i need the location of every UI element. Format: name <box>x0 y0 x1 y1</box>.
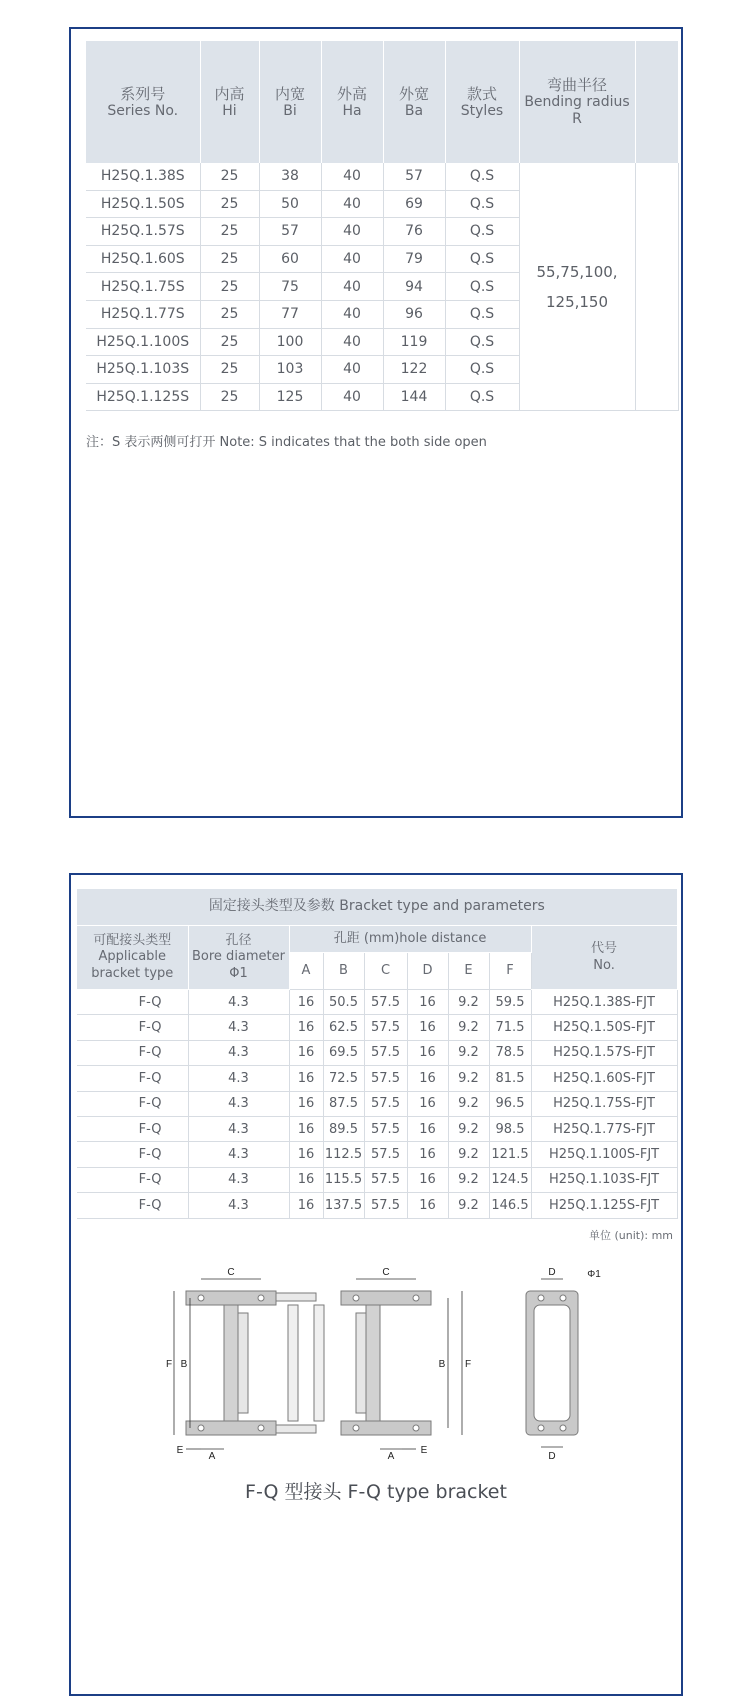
cell-f: 98.5 <box>489 1116 531 1141</box>
cell-code: H25Q.1.57S-FJT <box>531 1040 677 1065</box>
table-note: 注：S 表示两侧可打开 Note: S indicates that the both side open <box>86 435 487 450</box>
cell-code: H25Q.1.77S-FJT <box>531 1116 677 1141</box>
cell-type: F-Q <box>77 990 188 1015</box>
end-view-drawing <box>526 1291 578 1435</box>
cell-b: 112.5 <box>323 1142 364 1167</box>
cell-c: 57.5 <box>364 1015 407 1040</box>
dim-label-d-top: D <box>548 1267 556 1278</box>
cell-b: 87.5 <box>323 1091 364 1116</box>
cell-bi: 75 <box>259 273 321 301</box>
cell-d: 16 <box>407 1066 448 1091</box>
cell-ha: 40 <box>321 163 383 190</box>
bracket-table-title: 固定接头类型及参数 Bracket type and parameters <box>77 889 677 926</box>
cell-type: F-Q <box>77 1116 188 1141</box>
table-row <box>77 1193 677 1218</box>
cell-b: 115.5 <box>323 1167 364 1192</box>
cell-d: 16 <box>407 990 448 1015</box>
cell-bore: 4.3 <box>188 1091 289 1116</box>
cell-a: 16 <box>289 1091 323 1116</box>
cell-f: 81.5 <box>489 1066 531 1091</box>
spec-table <box>86 41 679 411</box>
cell-d: 16 <box>407 1193 448 1218</box>
dim-label-b-right: B <box>438 1359 446 1370</box>
cell-d: 16 <box>407 1142 448 1167</box>
cell-a: 16 <box>289 1167 323 1192</box>
dim-label-a-right: A <box>387 1451 395 1462</box>
dim-label-f-right: F <box>464 1359 472 1370</box>
cell-code: H25Q.1.125S-FJT <box>531 1193 677 1218</box>
cell-ha: 40 <box>321 190 383 218</box>
cell-e: 9.2 <box>448 1040 489 1065</box>
cell-type: F-Q <box>77 1040 188 1065</box>
cell-ba: 94 <box>383 273 445 301</box>
cell-f: 121.5 <box>489 1142 531 1167</box>
header-series: 系列号 Series No. <box>86 41 200 163</box>
cell-bore: 4.3 <box>188 1142 289 1167</box>
dim-label-e-right: E <box>420 1445 428 1456</box>
dim-label-b-left: B <box>180 1359 188 1370</box>
cell-hi: 25 <box>200 163 259 190</box>
cell-b: 62.5 <box>323 1015 364 1040</box>
cell-bore: 4.3 <box>188 1193 289 1218</box>
cell-f: 78.5 <box>489 1040 531 1065</box>
header-bending-radius: 弯曲半径 Bending radius R <box>519 41 635 163</box>
cell-ha: 40 <box>321 356 383 384</box>
table-row <box>77 1167 677 1192</box>
cell-style: Q.S <box>445 356 519 384</box>
cell-c: 57.5 <box>364 990 407 1015</box>
cell-series: H25Q.1.103S <box>86 356 200 384</box>
dim-label-d-bottom: D <box>548 1451 556 1462</box>
cell-e: 9.2 <box>448 1142 489 1167</box>
cell-bi: 57 <box>259 218 321 246</box>
cell-b: 89.5 <box>323 1116 364 1141</box>
header-bracket-type: 可配接头类型 Applicable bracket type <box>77 926 188 990</box>
table-row <box>77 1116 677 1141</box>
bending-radius-line2: 125,150 <box>545 292 609 311</box>
cell-style: Q.S <box>445 273 519 301</box>
cell-bore: 4.3 <box>188 1167 289 1192</box>
cell-a: 16 <box>289 1116 323 1141</box>
fq-bracket-diagram <box>166 1263 636 1463</box>
cell-blank <box>635 163 678 411</box>
cell-f: 71.5 <box>489 1015 531 1040</box>
cell-hi: 25 <box>200 218 259 246</box>
cell-bore: 4.3 <box>188 1066 289 1091</box>
cell-style: Q.S <box>445 245 519 273</box>
dim-label-a-left: A <box>208 1451 216 1462</box>
cell-bi: 100 <box>259 328 321 356</box>
cell-hi: 25 <box>200 356 259 384</box>
cell-e: 9.2 <box>448 1015 489 1040</box>
cell-b: 137.5 <box>323 1193 364 1218</box>
diagram-caption: F-Q 型接头 F-Q type bracket <box>245 1481 507 1503</box>
cell-type: F-Q <box>77 1193 188 1218</box>
cell-type: F-Q <box>77 1066 188 1091</box>
cell-b: 72.5 <box>323 1066 364 1091</box>
header-hi: 内高 Hi <box>200 41 259 163</box>
cell-ha: 40 <box>321 383 383 411</box>
table-row <box>77 990 677 1015</box>
cell-series: H25Q.1.57S <box>86 218 200 246</box>
cell-a: 16 <box>289 1142 323 1167</box>
cell-c: 57.5 <box>364 1066 407 1091</box>
cell-code: H25Q.1.50S-FJT <box>531 1015 677 1040</box>
cell-hi: 25 <box>200 383 259 411</box>
cell-series: H25Q.1.100S <box>86 328 200 356</box>
cell-series: H25Q.1.60S <box>86 245 200 273</box>
cell-e: 9.2 <box>448 1091 489 1116</box>
header-ha: 外高 Ha <box>321 41 383 163</box>
cell-ha: 40 <box>321 273 383 301</box>
cell-series: H25Q.1.77S <box>86 300 200 328</box>
cell-f: 96.5 <box>489 1091 531 1116</box>
bracket-table <box>77 889 678 1219</box>
cell-ba: 144 <box>383 383 445 411</box>
cell-code: H25Q.1.100S-FJT <box>531 1142 677 1167</box>
cell-series: H25Q.1.38S <box>86 163 200 190</box>
cell-style: Q.S <box>445 328 519 356</box>
cell-series: H25Q.1.125S <box>86 383 200 411</box>
table-row <box>77 1015 677 1040</box>
cell-c: 57.5 <box>364 1091 407 1116</box>
cell-ba: 122 <box>383 356 445 384</box>
header-blank <box>635 41 678 163</box>
cell-ha: 40 <box>321 245 383 273</box>
cell-hi: 25 <box>200 273 259 301</box>
cell-style: Q.S <box>445 190 519 218</box>
cell-code: H25Q.1.38S-FJT <box>531 990 677 1015</box>
header-d: D <box>407 953 448 990</box>
header-styles: 款式 Styles <box>445 41 519 163</box>
header-hole-distance: 孔距 (mm)hole distance <box>289 926 531 953</box>
unit-note: 单位 (unit): mm <box>588 1229 673 1242</box>
cell-bi: 60 <box>259 245 321 273</box>
cell-ba: 76 <box>383 218 445 246</box>
cell-ha: 40 <box>321 300 383 328</box>
side-view-drawing <box>186 1291 431 1435</box>
cell-c: 57.5 <box>364 1193 407 1218</box>
cell-hi: 25 <box>200 300 259 328</box>
cell-c: 57.5 <box>364 1142 407 1167</box>
cell-d: 16 <box>407 1091 448 1116</box>
cell-bending-radius <box>519 163 635 411</box>
table-row <box>86 163 678 190</box>
cell-f: 59.5 <box>489 990 531 1015</box>
cell-bore: 4.3 <box>188 1116 289 1141</box>
cell-e: 9.2 <box>448 1193 489 1218</box>
cell-e: 9.2 <box>448 990 489 1015</box>
cell-d: 16 <box>407 1040 448 1065</box>
table-row <box>77 1066 677 1091</box>
cell-ha: 40 <box>321 328 383 356</box>
bracket-panel <box>69 873 683 1696</box>
dim-label-f-left: F <box>166 1359 173 1370</box>
cell-ba: 79 <box>383 245 445 273</box>
cell-d: 16 <box>407 1015 448 1040</box>
cell-bi: 125 <box>259 383 321 411</box>
cell-f: 146.5 <box>489 1193 531 1218</box>
header-e: E <box>448 953 489 990</box>
cell-ba: 96 <box>383 300 445 328</box>
cell-bore: 4.3 <box>188 1040 289 1065</box>
header-a: A <box>289 953 323 990</box>
header-bi: 内宽 Bi <box>259 41 321 163</box>
cell-c: 57.5 <box>364 1167 407 1192</box>
table-row <box>77 1142 677 1167</box>
dim-label-c-left: C <box>227 1267 235 1278</box>
cell-bi: 103 <box>259 356 321 384</box>
cell-a: 16 <box>289 1193 323 1218</box>
cell-b: 50.5 <box>323 990 364 1015</box>
cell-series: H25Q.1.75S <box>86 273 200 301</box>
cell-bi: 38 <box>259 163 321 190</box>
bending-radius-line1: 55,75,100, <box>536 262 618 281</box>
header-bore-diameter: 孔径 Bore diameter Φ1 <box>188 926 289 990</box>
cell-bore: 4.3 <box>188 1015 289 1040</box>
table-row <box>77 1091 677 1116</box>
cell-code: H25Q.1.103S-FJT <box>531 1167 677 1192</box>
header-ba: 外宽 Ba <box>383 41 445 163</box>
cell-b: 69.5 <box>323 1040 364 1065</box>
dim-label-e-left: E <box>176 1445 184 1456</box>
cell-a: 16 <box>289 990 323 1015</box>
cell-series: H25Q.1.50S <box>86 190 200 218</box>
cell-code: H25Q.1.60S-FJT <box>531 1066 677 1091</box>
cell-ba: 119 <box>383 328 445 356</box>
cell-type: F-Q <box>77 1142 188 1167</box>
cell-f: 124.5 <box>489 1167 531 1192</box>
cell-bi: 77 <box>259 300 321 328</box>
cell-a: 16 <box>289 1015 323 1040</box>
cell-c: 57.5 <box>364 1116 407 1141</box>
cell-e: 9.2 <box>448 1167 489 1192</box>
dim-label-c-right: C <box>382 1267 390 1278</box>
header-code: 代号 No. <box>531 926 677 990</box>
cell-a: 16 <box>289 1040 323 1065</box>
cell-style: Q.S <box>445 218 519 246</box>
cell-code: H25Q.1.75S-FJT <box>531 1091 677 1116</box>
cell-hi: 25 <box>200 328 259 356</box>
cell-c: 57.5 <box>364 1040 407 1065</box>
dim-label-phi: Φ1 <box>587 1269 601 1280</box>
spec-header-row <box>86 41 678 163</box>
cell-type: F-Q <box>77 1091 188 1116</box>
cell-ha: 40 <box>321 218 383 246</box>
cell-bore: 4.3 <box>188 990 289 1015</box>
cell-a: 16 <box>289 1066 323 1091</box>
cell-style: Q.S <box>445 383 519 411</box>
table-row <box>77 1040 677 1065</box>
cell-hi: 25 <box>200 245 259 273</box>
cell-ba: 69 <box>383 190 445 218</box>
header-b: B <box>323 953 364 990</box>
cell-type: F-Q <box>77 1167 188 1192</box>
cell-e: 9.2 <box>448 1116 489 1141</box>
cell-style: Q.S <box>445 300 519 328</box>
cell-ba: 57 <box>383 163 445 190</box>
header-f: F <box>489 953 531 990</box>
cell-bi: 50 <box>259 190 321 218</box>
spec-panel <box>69 27 683 818</box>
cell-hi: 25 <box>200 190 259 218</box>
cell-d: 16 <box>407 1167 448 1192</box>
cell-d: 16 <box>407 1116 448 1141</box>
header-c: C <box>364 953 407 990</box>
cell-e: 9.2 <box>448 1066 489 1091</box>
cell-style: Q.S <box>445 163 519 190</box>
cell-type: F-Q <box>77 1015 188 1040</box>
